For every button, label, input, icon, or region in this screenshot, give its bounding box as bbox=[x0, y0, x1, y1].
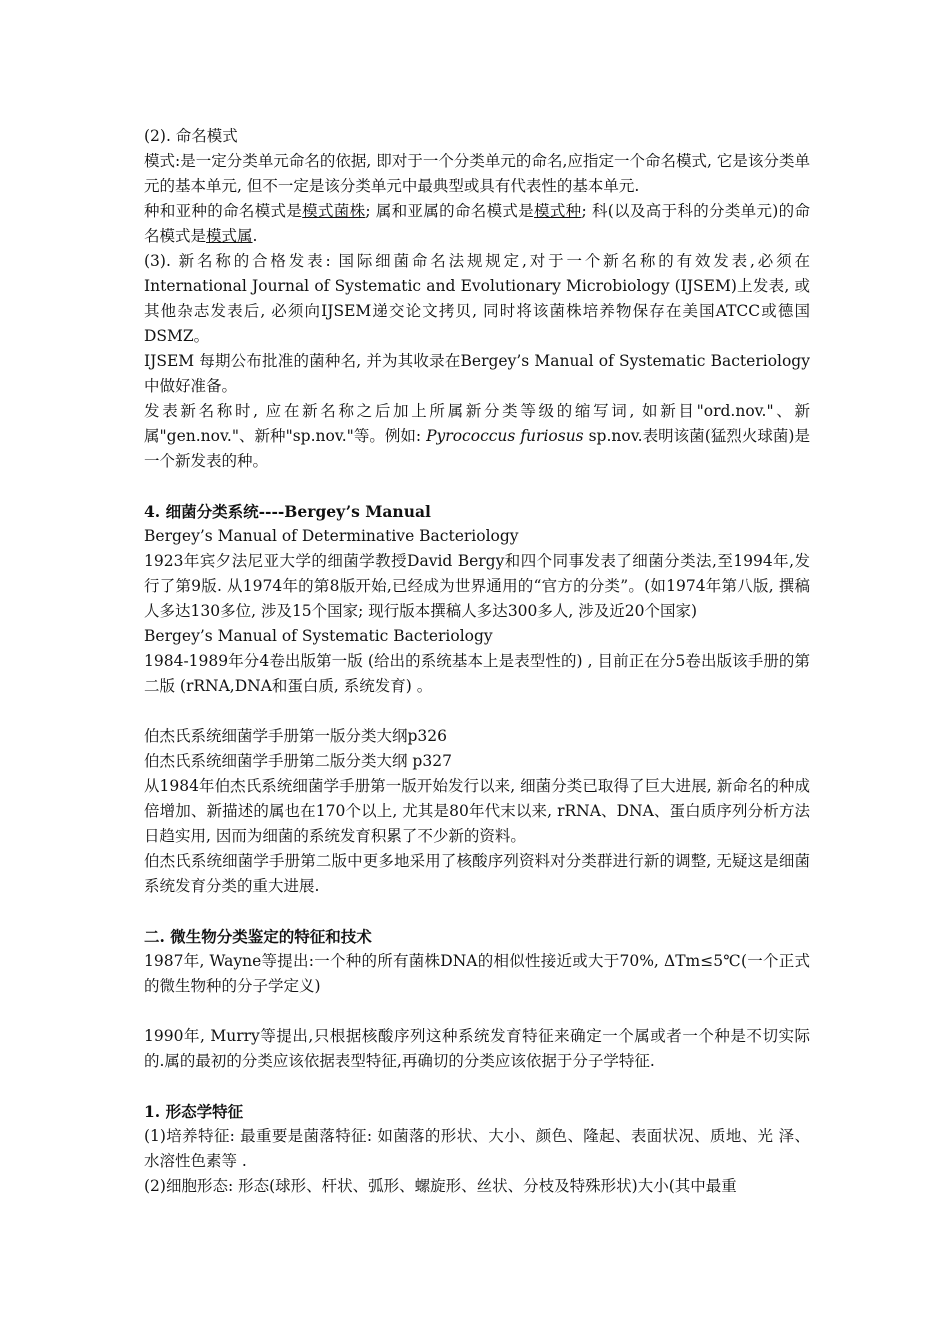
paragraph-progress: 从1984年伯杰氏系统细菌学手册第一版开始发行以来, 细菌分类已取得了巨大进展, 新命名的种成倍增加、新描述的属也在170个以上, 尤其是80年代末以来, rRNA、DNA、蛋白质序列分析方法日趋实用, 因而为细菌的系统发育积累了不少新的资料。 bbox=[144, 777, 810, 845]
paragraph-valid-publication: (3). 新名称的合格发表: 国际细菌命名法规规定,对于一个新名称的有效发表,必须在International Journal of Systematic and Evolutionary Microbiology (IJSEM)上发表, 或其他杂志发表后, 必须向IJSEM递交论文拷贝, 同时将该菌株培养物保存在美国ATCC或德国DSMZ。 bbox=[144, 252, 810, 345]
paragraph-new-name-abbreviations bbox=[144, 399, 810, 474]
spacer bbox=[144, 999, 810, 1024]
paragraph-naming-types bbox=[144, 199, 810, 249]
document-body bbox=[144, 124, 810, 1199]
paragraph-type-definition: 模式:是一定分类单元命名的依据, 即对于一个分类单元的命名,应指定一个命名模式, 它是该分类单元的基本单元, 但不一定是该分类单元中最典型或具有代表性的基本单元. bbox=[144, 152, 810, 195]
paragraph-culture-characteristics: (1)培养特征: 最重要是菌落特征: 如菌落的形状、大小、颜色、隆起、表面状况、质地、光 泽、水溶性色素等 . bbox=[144, 1127, 810, 1170]
paragraph-cell-morphology: (2)细胞形态: 形态(球形、杆状、弧形、螺旋形、丝状、分枝及特殊形状)大小(其中最重 bbox=[144, 1177, 737, 1195]
paragraph-determinative-manual: Bergey’s Manual of Determinative Bacteriology bbox=[144, 527, 519, 545]
section-title-naming-type: (2). 命名模式 bbox=[144, 127, 238, 145]
text-segment: . bbox=[252, 227, 258, 245]
spacer bbox=[144, 699, 810, 724]
underlined-term-type-strain: 模式菌株 bbox=[302, 202, 366, 220]
text-segment: ; 科(以及高于科的分类单元)的命名模式是 bbox=[144, 202, 810, 245]
spacer bbox=[144, 899, 810, 924]
paragraph-murry-1990: 1990年, Murry等提出,只根据核酸序列这种系统发育特征来确定一个属或者一个种是不切实际的.属的最初的分类应该依据表型特征,再确切的分类应该依据于分子学特征. bbox=[144, 1027, 810, 1070]
section-title-morphology: 1. 形态学特征 bbox=[144, 1102, 244, 1121]
text-segment: 种和亚种的命名模式是 bbox=[144, 202, 303, 220]
text-segment: ; 属和亚属的命名模式是 bbox=[365, 202, 535, 220]
paragraph-wayne-1987: 1987年, Wayne等提出:一个种的所有菌株DNA的相似性接近或大于70%, ΔTm≤5℃(一个正式的微生物种的分子学定义) bbox=[144, 952, 810, 995]
paragraph-second-edition-adjustments: 伯杰氏系统细菌学手册第二版中更多地采用了核酸序列资料对分类群进行新的调整, 无疑这是细菌系统发育分类的重大进展. bbox=[144, 852, 810, 895]
paragraph-outline-first-edition: 伯杰氏系统细菌学手册第一版分类大纲p326 bbox=[144, 727, 448, 745]
paragraph-ijsem: IJSEM 每期公布批准的菌种名, 并为其收录在Bergey’s Manual of Systematic Bacteriology中做好准备。 bbox=[144, 352, 810, 395]
spacer bbox=[144, 1074, 810, 1099]
section-title-classification-techniques: 二. 微生物分类鉴定的特征和技术 bbox=[144, 927, 372, 946]
section-title-bergey: 4. 细菌分类系统----Bergey’s Manual bbox=[144, 502, 431, 521]
paragraph-editions: 1984-1989年分4卷出版第一版 (给出的系统基本上是表型性的) , 目前正在分5卷出版该手册的第二版 (rRNA,DNA和蛋白质, 系统发育) 。 bbox=[144, 652, 810, 695]
text-segment: sp.nov.表明该菌(猛烈火球菌)是一个新发表的种。 bbox=[144, 427, 810, 470]
paragraph-bergey-history: 1923年宾夕法尼亚大学的细菌学教授David Bergy和四个同事发表了细菌分类法,至1994年,发行了第9版. 从1974年的第8版开始,已经成为世界通用的“官方的分类”。(如1974年第八版, 撰稿人多达130多位, 涉及15个国家; 现行版本撰稿人多达300多人, 涉及近20个国家) bbox=[144, 552, 810, 620]
italic-species-name: Pyrococcus furiosus bbox=[426, 427, 584, 445]
text-segment: 发表新名称时, 应在新名称之后加上所属新分类等级的缩写词, 如新目"ord.nov."、新属"gen.nov."、新种"sp.nov."等。例如: bbox=[144, 402, 810, 445]
underlined-term-type-genus: 模式属 bbox=[206, 227, 253, 245]
paragraph-outline-second-edition: 伯杰氏系统细菌学手册第二版分类大纲 p327 bbox=[144, 752, 452, 770]
underlined-term-type-species: 模式种 bbox=[534, 202, 582, 220]
paragraph-systematic-manual: Bergey’s Manual of Systematic Bacteriology bbox=[144, 627, 493, 645]
spacer bbox=[144, 474, 810, 499]
